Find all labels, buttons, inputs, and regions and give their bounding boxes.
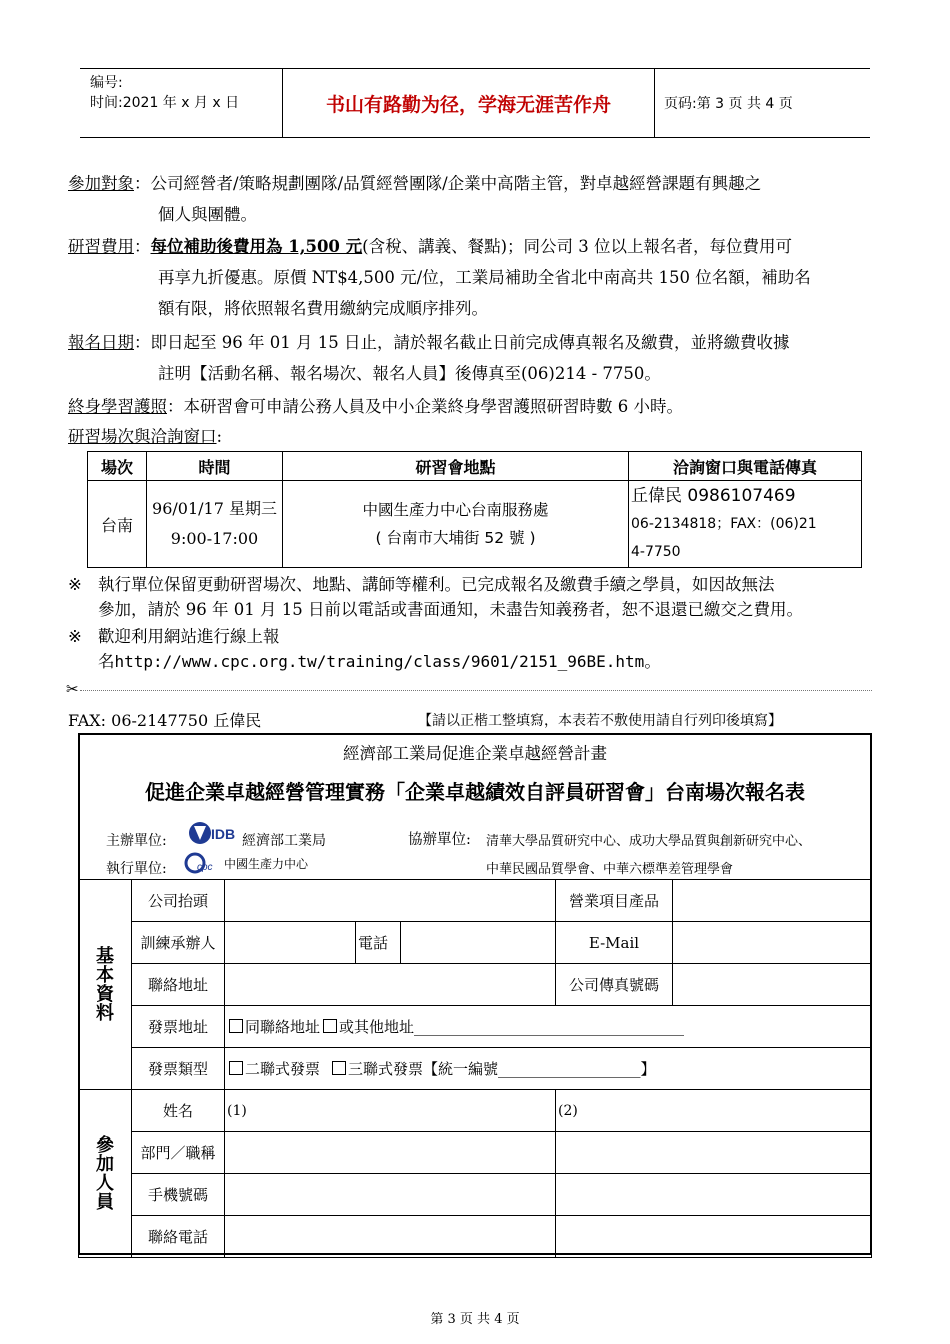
- registration-url[interactable]: http://www.cpc.org.tw/training/class/9601/2151_96BE.htm: [114, 652, 645, 671]
- schedule-header-cell: 研習會地點: [283, 452, 629, 481]
- form-row: [79, 922, 872, 964]
- phone-label: 電話: [356, 922, 401, 964]
- schedule-header-cell: 場次: [88, 452, 147, 481]
- attendee-2-phone[interactable]: [556, 1216, 872, 1258]
- cpc-logo-icon: [184, 850, 224, 876]
- email-label: E-Mail: [556, 922, 673, 964]
- form-row: [79, 1090, 872, 1132]
- co-label: 協辦單位:: [408, 832, 471, 848]
- invoice-address-label: 發票地址: [132, 1006, 225, 1048]
- form-row: [79, 1048, 872, 1090]
- schedule-address: ( 台南市大埔街 52 號 ): [375, 529, 536, 547]
- products-field[interactable]: [673, 880, 872, 922]
- phone-field[interactable]: [401, 922, 556, 964]
- schedule-venue-cell: [283, 481, 629, 568]
- schedule-header-cell: 時間: [147, 452, 283, 481]
- schedule-date: 96/01/17 星期三: [152, 499, 277, 518]
- attendee-1-mobile[interactable]: [225, 1174, 556, 1216]
- address-field[interactable]: [225, 964, 556, 1006]
- header-code: 编号:: [90, 75, 123, 91]
- schedule-hours: 9:00-17:00: [170, 529, 259, 548]
- invoice-duplicate-checkbox[interactable]: [229, 1061, 243, 1075]
- schedule-contact-cell: [629, 481, 862, 568]
- address-label: 聯絡地址: [132, 964, 225, 1006]
- attendee-2-name[interactable]: (2): [556, 1090, 872, 1132]
- invoice-type-options: [225, 1048, 872, 1090]
- date-text-cont: 註明【活動名稱、報名場次、報名人員】後傳真至(06)214 - 7750。: [158, 364, 661, 383]
- date-section: 報名日期：即日起至 96 年 01 月 15 日止，請於報名截止日前完成傳真報名及繳費，並將繳費收據 註明【活動名稱、報名場次、報名人員】後傳真至(06)214 - 7750。: [68, 327, 888, 389]
- invoice-type-label: 發票類型: [132, 1048, 225, 1090]
- scissors-icon: ✂: [66, 680, 79, 698]
- form-program: 經濟部工業局促進企業卓越經營計畫: [343, 744, 607, 763]
- company-label: 公司抬頭: [132, 880, 225, 922]
- note-1: [68, 572, 888, 622]
- contact-phone-label: 聯絡電話: [132, 1216, 225, 1258]
- company-fax-label: 公司傳真號碼: [556, 964, 673, 1006]
- note-text-prefix: 名: [98, 652, 115, 671]
- fee-text: (含稅、講義、餐點)；同公司 3 位以上報名者，每位費用可: [362, 237, 793, 256]
- header-meta: [90, 73, 280, 113]
- cpc-logo-text: cpc: [197, 862, 213, 873]
- cut-line: [80, 690, 872, 691]
- fax-contact: FAX: 06-2147750 丘偉民: [68, 711, 262, 730]
- exec-name: 中國生產力中心: [224, 857, 309, 871]
- audience-text: 公司經營者/策略規劃團隊/品質經營團隊/企業中高階主管，對卓越經營課題有興趣之: [150, 174, 762, 193]
- dept-label: 部門／職稱: [132, 1132, 225, 1174]
- form-row: [79, 880, 872, 922]
- form-title: 促進企業卓越經營管理實務「企業卓越績效自評員研習會」台南場次報名表: [145, 780, 805, 804]
- invoice-other-line[interactable]: ____________________________________: [414, 1018, 685, 1036]
- form-row: [79, 1216, 872, 1258]
- fill-instruction: 【請以正楷工整填寫，本表若不敷使用請自行列印後填寫】: [418, 713, 782, 729]
- invoice-address-options: [225, 1006, 872, 1048]
- form-row: [79, 1132, 872, 1174]
- schedule-contact-phone: 06-2134818；FAX：(06)21: [631, 516, 817, 532]
- registration-table: [78, 879, 872, 1258]
- host-label: 主辦單位:: [106, 833, 167, 849]
- invoice-duplicate-label: 二聯式發票: [245, 1060, 321, 1078]
- schedule-row: [88, 481, 862, 568]
- header-time: 时间:2021 年 x 月 x 日: [90, 95, 240, 111]
- date-text: 即日起至 96 年 01 月 15 日止，請於報名截止日前完成傳真報名及繳費，並將繳費收據: [150, 333, 790, 352]
- schedule-city: 台南: [88, 481, 147, 568]
- fee-text-cont: 額有限，將依照報名費用繳納完成順序排列。: [158, 299, 488, 318]
- fee-label: 研習費用: [68, 237, 134, 256]
- co-organizers: 清華大學品質研究中心、成功大學品質與創新研究中心、: [486, 834, 812, 849]
- sessions-heading: 研習場次與洽詢窗口:: [68, 427, 223, 446]
- lifelong-label: 終身學習護照: [68, 397, 167, 416]
- form-row: [79, 1174, 872, 1216]
- invoice-triplicate-checkbox[interactable]: [332, 1061, 346, 1075]
- products-label: 營業項目產品: [556, 880, 673, 922]
- audience-text-cont: 個人與團體。: [158, 205, 257, 224]
- host-name: 經濟部工業局: [242, 833, 326, 849]
- contact-person-field[interactable]: [225, 922, 356, 964]
- attendee-1-phone[interactable]: [225, 1216, 556, 1258]
- note-text: 執行單位保留更動研習場次、地點、講師等權利。已完成報名及繳費手續之學員，如因故無法: [98, 575, 775, 594]
- attendee-1-dept[interactable]: [225, 1132, 556, 1174]
- schedule-time-cell: [147, 481, 283, 568]
- fee-highlight: 每位補助後費用為 1,500 元: [150, 237, 363, 256]
- invoice-triplicate-label: 三聯式發票【統一編號: [348, 1060, 499, 1078]
- form-row: [79, 1006, 872, 1048]
- date-label: 報名日期: [68, 333, 134, 352]
- attendee-title: 參加人員: [79, 1090, 132, 1258]
- note-mark: ※: [68, 627, 82, 646]
- note-text-suffix: 。: [644, 652, 661, 671]
- attendee-2-dept[interactable]: [556, 1132, 872, 1174]
- basic-info-title: 基本資料: [79, 880, 132, 1090]
- fee-section: 研習費用：每位補助後費用為 1,500 元(含稅、講義、餐點)；同公司 3 位以上報名者，每位費用可 再享九折優惠。原價 NT$4,500 元/位，工業局補助全省北中南高共 150 位名額，補助名 額有限，將依照報名費用繳納完成順序排列。: [68, 231, 888, 324]
- idb-logo-text: IDB: [211, 826, 236, 842]
- email-field[interactable]: [673, 922, 872, 964]
- form-row: [79, 964, 872, 1006]
- idb-logo: [188, 820, 246, 846]
- lifelong-section: 終身學習護照：本研習會可申請公務人員及中小企業終身學習護照研習時數 6 小時。: [68, 397, 683, 416]
- company-field[interactable]: [225, 880, 556, 922]
- cpc-logo: [184, 850, 224, 876]
- co-organizers-cont: 中華民國品質學會、中華六標準差管理學會: [486, 862, 734, 877]
- tax-id-end: 】: [640, 1060, 656, 1078]
- attendee-1-name[interactable]: (1): [225, 1090, 556, 1132]
- audience-section: 參加對象：公司經營者/策略規劃團隊/品質經營團隊/企業中高階主管，對卓越經營課題有興趣之 個人與團體。: [68, 168, 888, 230]
- invoice-other-checkbox[interactable]: [323, 1019, 337, 1033]
- note-text-cont: 參加，請於 96 年 01 月 15 日前以電話或書面通知，未盡告知義務者，恕不退還已繳交之費用。: [98, 600, 803, 619]
- note-mark: ※: [68, 575, 82, 594]
- page-footer: 第 3 页 共 4 页: [430, 1312, 520, 1327]
- schedule-contact-phone: 4-7750: [631, 544, 681, 560]
- header-divider: [654, 69, 655, 137]
- schedule-contact-name: 丘偉民 0986107469: [631, 486, 796, 506]
- schedule-header-row: [88, 452, 862, 481]
- contact-person-label: 訓練承辦人: [132, 922, 225, 964]
- name-label: 姓名: [132, 1090, 225, 1132]
- note-text: 歡迎利用網站進行線上報: [98, 627, 280, 646]
- header-page-info: 页码:第 3 页 共 4 页: [664, 96, 793, 112]
- invoice-other-label: 或其他地址: [339, 1018, 415, 1036]
- mobile-label: 手機號碼: [132, 1174, 225, 1216]
- invoice-same-label: 同聯絡地址: [245, 1018, 321, 1036]
- attendee-2-mobile[interactable]: [556, 1174, 872, 1216]
- note-2: [68, 624, 888, 674]
- schedule-header-cell: 洽詢窗口與電話傳真: [629, 452, 862, 481]
- header-motto: 书山有路勤为径，学海无涯苦作舟: [325, 93, 611, 116]
- sessions-label: 研習場次與洽詢窗口: [68, 427, 217, 446]
- page-header: [80, 68, 870, 138]
- invoice-same-checkbox[interactable]: [229, 1019, 243, 1033]
- schedule-table: [87, 451, 862, 568]
- tax-id-line[interactable]: ___________________: [498, 1060, 641, 1078]
- lifelong-text: 本研習會可申請公務人員及中小企業終身學習護照研習時數 6 小時。: [183, 397, 683, 416]
- fee-text-cont: 再享九折優惠。原價 NT$4,500 元/位，工業局補助全省北中南高共 150 位名額，補助名: [158, 268, 811, 287]
- audience-label: 參加對象: [68, 174, 134, 193]
- idb-logo-icon: [188, 820, 246, 846]
- schedule-venue: 中國生產力中心台南服務處: [362, 501, 549, 519]
- exec-label: 執行單位:: [106, 861, 167, 877]
- company-fax-field[interactable]: [673, 964, 872, 1006]
